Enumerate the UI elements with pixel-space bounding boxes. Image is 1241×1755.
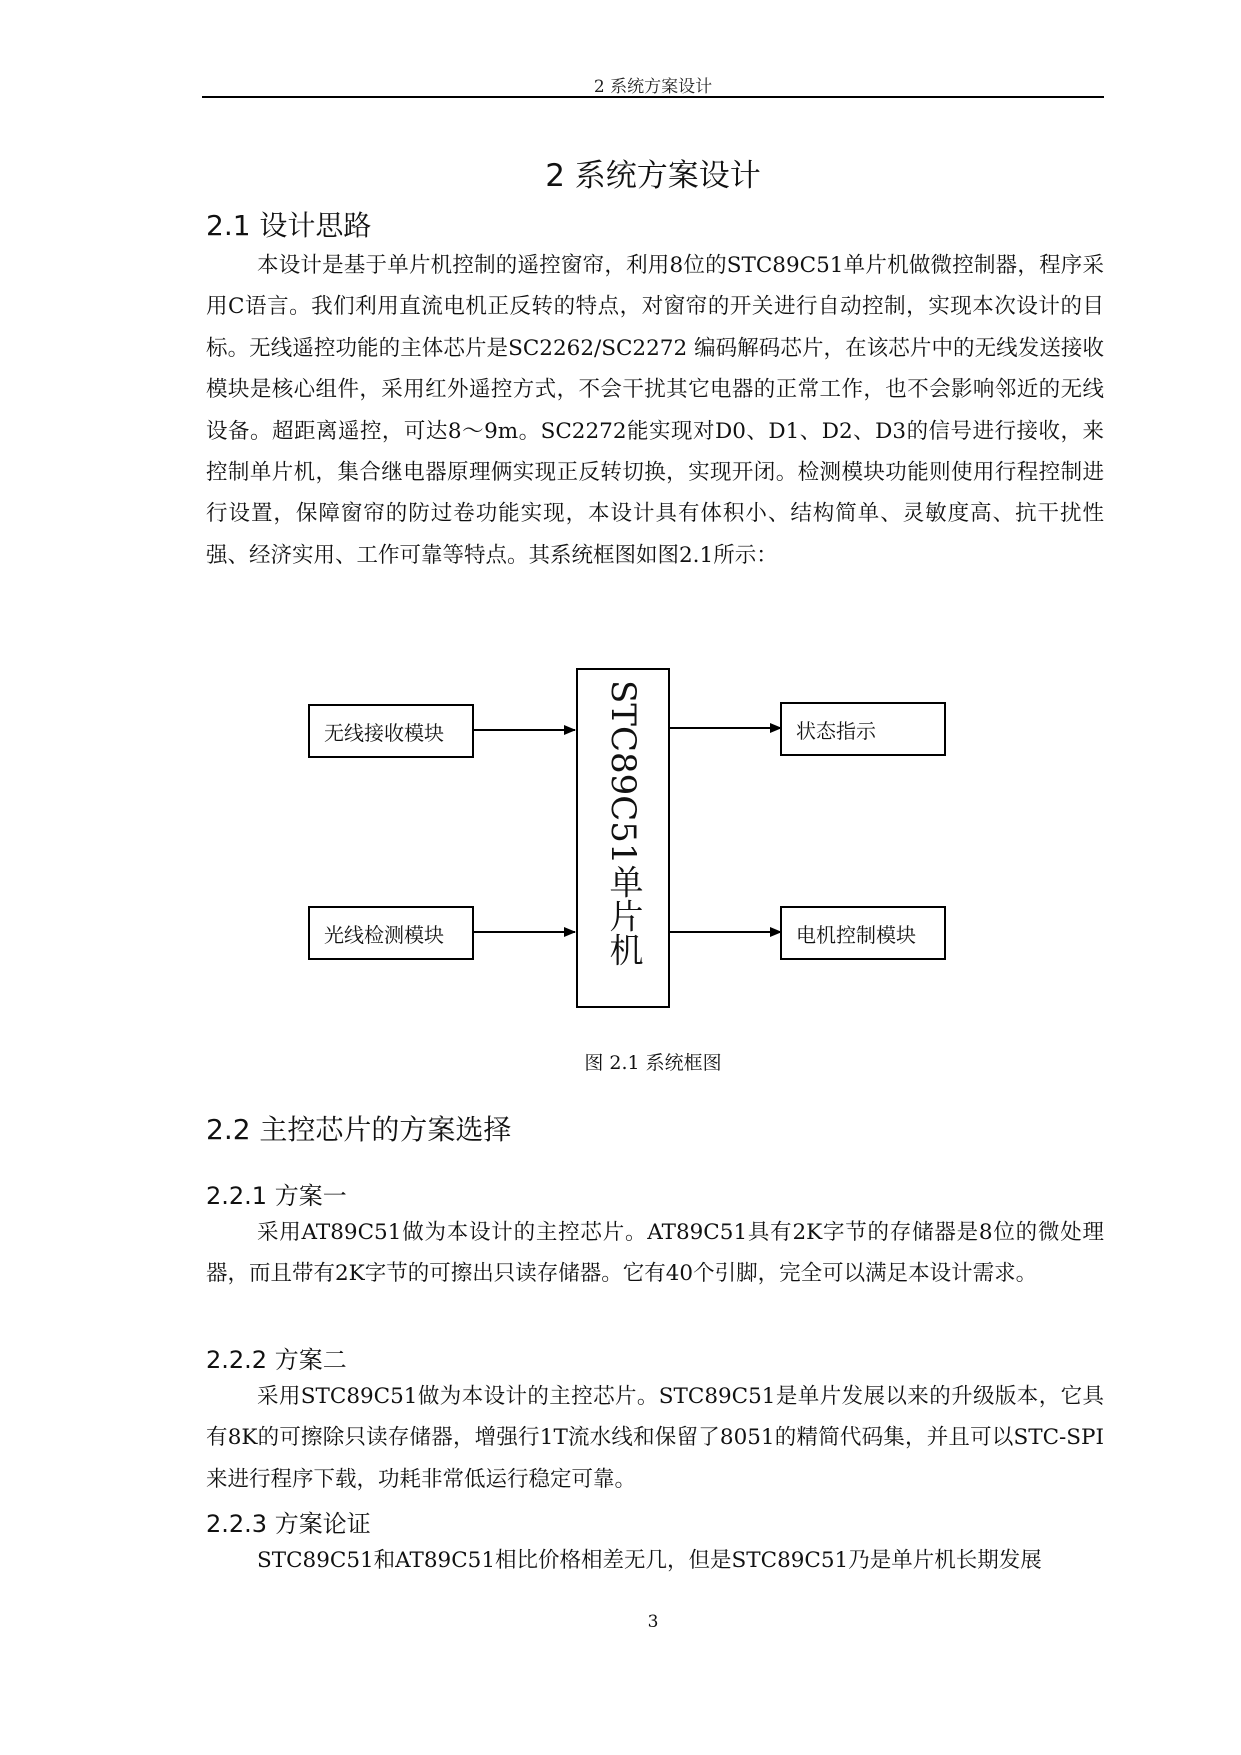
- block-mcu: [576, 668, 670, 1008]
- chapter-title: 2 系统方案设计: [545, 158, 761, 194]
- section-2-2-3-heading: 2.2.3 方案论证: [206, 1510, 371, 1538]
- mcu-label: STC89C51单片机: [603, 680, 643, 967]
- section-2-2-2-heading: 2.2.2 方案二: [206, 1346, 347, 1374]
- block-light-detection: 光线检测模块: [308, 906, 474, 960]
- block-status-indicator: 状态指示: [780, 702, 946, 756]
- section-2-1-heading: 2.1 设计思路: [206, 209, 372, 242]
- header-rule: [202, 96, 1104, 98]
- section-2-2-3-paragraph: STC89C51和AT89C51相比价格相差无几，但是STC89C51乃是单片机长期发展: [257, 1548, 1042, 1573]
- section-2-2-heading: 2.2 主控芯片的方案选择: [206, 1113, 512, 1146]
- running-header: 2 系统方案设计: [593, 77, 713, 97]
- figure-caption: 图 2.1 系统框图: [584, 1052, 722, 1074]
- block-wireless-receiver: 无线接收模块: [308, 704, 474, 758]
- page-number: 3: [647, 1612, 659, 1632]
- system-block-diagram: [300, 668, 960, 1014]
- section-2-1-paragraph: 本设计是基于单片机控制的遥控窗帘，利用8位的STC89C51单片机做微控制器，程序采用C语言。我们利用直流电机正反转的特点，对窗帘的开关进行自动控制，实现本次设计的目标。无线遥控功能的主体芯片是SC2262/SC2272 编码解码芯片，在该芯片中的无线发送接收模块是核心组件，采用红外遥控方式，不会干扰其它电器的正常工作，也不会影响邻近的无线设备。超距离遥控，可达8～9m。SC2272能实现对D0、D1、D2、D3的信号进行接收，来控制单片机，集合继电器原理俩实现正反转切换，实现开闭。检测模块功能则使用行程控制进行设置，保障窗帘的防过卷功能实现，本设计具有体积小、结构简单、灵敏度高、抗干扰性强、经济实用、工作可靠等特点。其系统框图如图2.1所示：: [206, 253, 1104, 568]
- section-2-2-2-paragraph: 采用STC89C51做为本设计的主控芯片。STC89C51是单片发展以来的升级版本，它具有8K的可擦除只读存储器，增强行1T流水线和保留了8051的精简代码集，并且可以STC-SPI来进行程序下载，功耗非常低运行稳定可靠。: [206, 1384, 1104, 1492]
- section-2-2-1-heading: 2.2.1 方案一: [206, 1182, 347, 1210]
- block-motor-control: 电机控制模块: [780, 906, 946, 960]
- section-2-2-1-paragraph: 采用AT89C51做为本设计的主控芯片。AT89C51具有2K字节的存储器是8位的微处理器，而且带有2K字节的可擦出只读存储器。它有40个引脚，完全可以满足本设计需求。: [206, 1220, 1104, 1287]
